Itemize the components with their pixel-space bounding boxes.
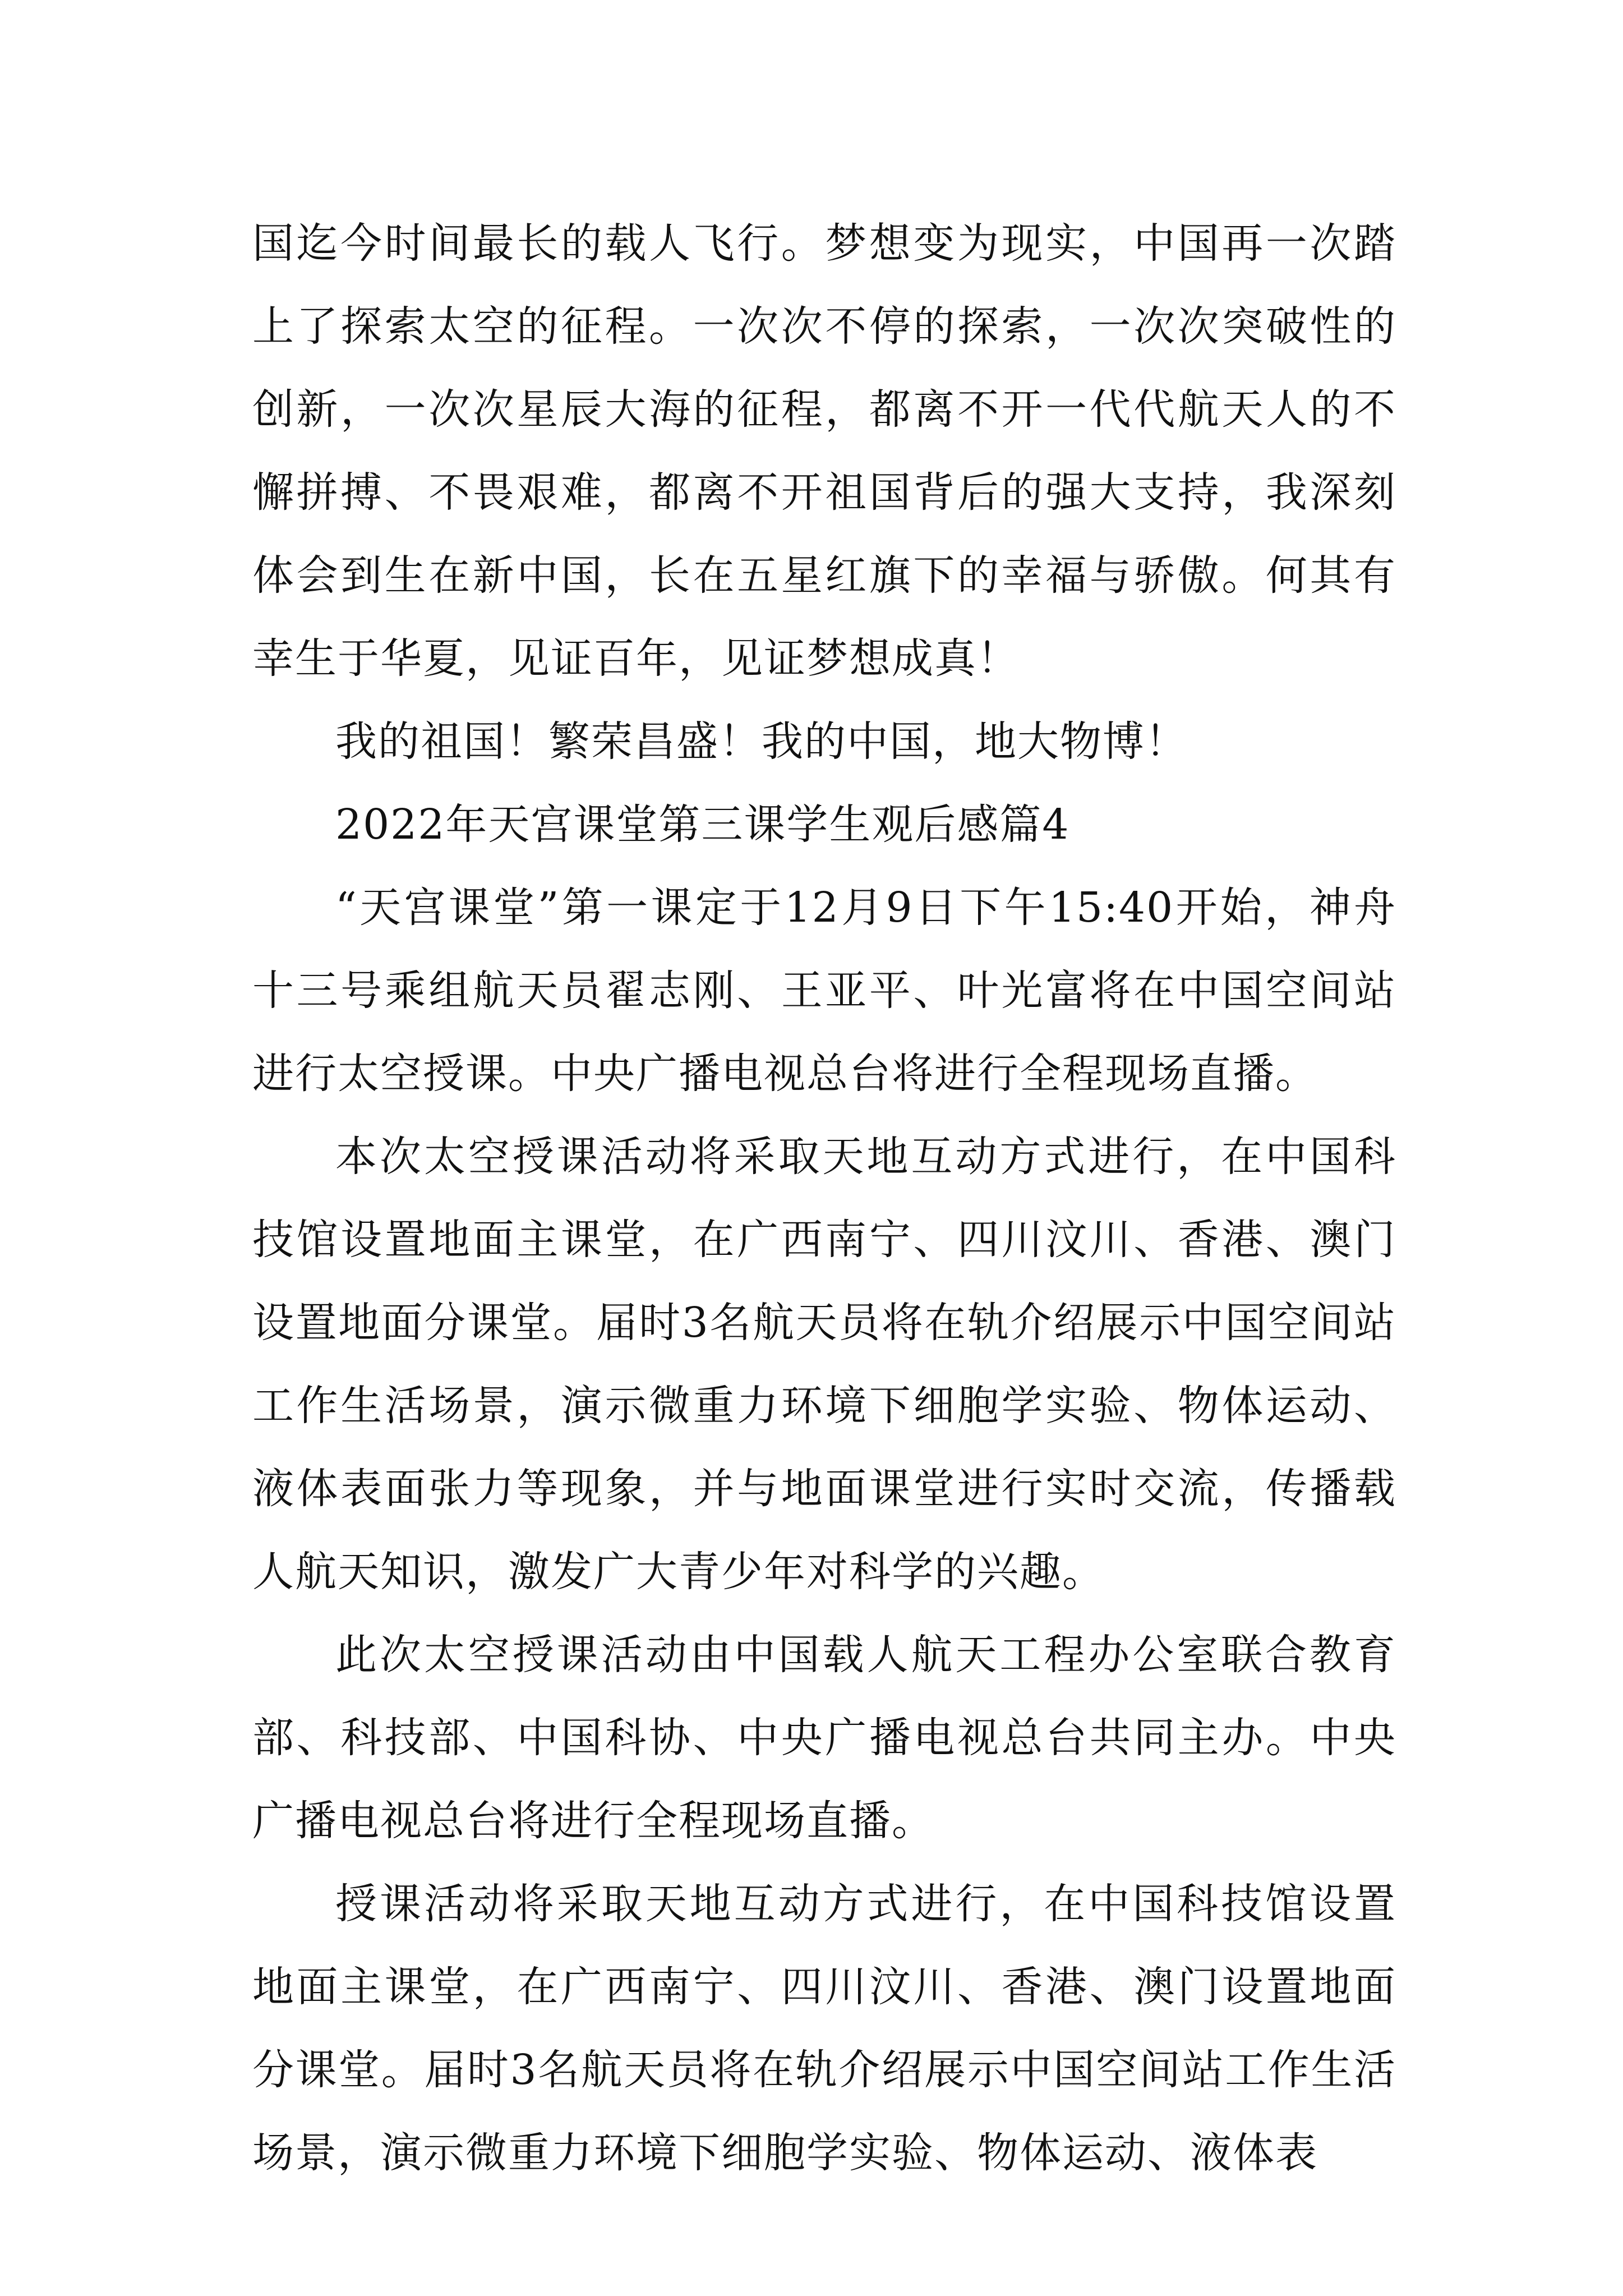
- paragraph-activity: 授课活动将采取天地互动方式进行，在中国科技馆设置地面主课堂，在广西南宁、四川汶川、香港、澳门设置地面分课堂。届时3名航天员将在轨介绍展示中国空间站工作生活场景，演示微重力环境下细胞学实验、物体运动、液体表: [252, 1880, 1396, 2177]
- section-heading: 2022年天宫课堂第三课学生观后感篇4: [335, 800, 1070, 849]
- paragraph-exclamation: 我的祖国！繁荣昌盛！我的中国，地大物博！: [335, 717, 1188, 766]
- paragraph-schedule: “天宫课堂”第一课定于12月9日下午15:40开始，神舟十三号乘组航天员翟志刚、王亚平、叶光富将在中国空间站进行太空授课。中央广播电视总台将进行全程现场直播。: [252, 884, 1396, 1098]
- document-page: [252, 202, 1396, 2194]
- paragraph-organizers: 此次太空授课活动由中国载人航天工程办公室联合教育部、科技部、中国科协、中央广播电视总台共同主办。中央广播电视总台将进行全程现场直播。: [252, 1631, 1396, 1845]
- paragraph-continuation: 国迄今时间最长的载人飞行。梦想变为现实，中国再一次踏上了探索太空的征程。一次次不停的探索，一次次突破性的创新，一次次星辰大海的征程，都离不开一代代航天人的不懈拼搏、不畏艰难，都离不开祖国背后的强大支持，我深刻体会到生在新中国，长在五星红旗下的幸福与骄傲。何其有幸生于华夏，见证百年，见证梦想成真！: [252, 219, 1396, 683]
- paragraph-interaction: 本次太空授课活动将采取天地互动方式进行，在中国科技馆设置地面主课堂，在广西南宁、四川汶川、香港、澳门设置地面分课堂。届时3名航天员将在轨介绍展示中国空间站工作生活场景，演示微重力环境下细胞学实验、物体运动、液体表面张力等现象，并与地面课堂进行实时交流，传播载人航天知识，激发广大青少年对科学的兴趣。: [252, 1133, 1396, 1596]
